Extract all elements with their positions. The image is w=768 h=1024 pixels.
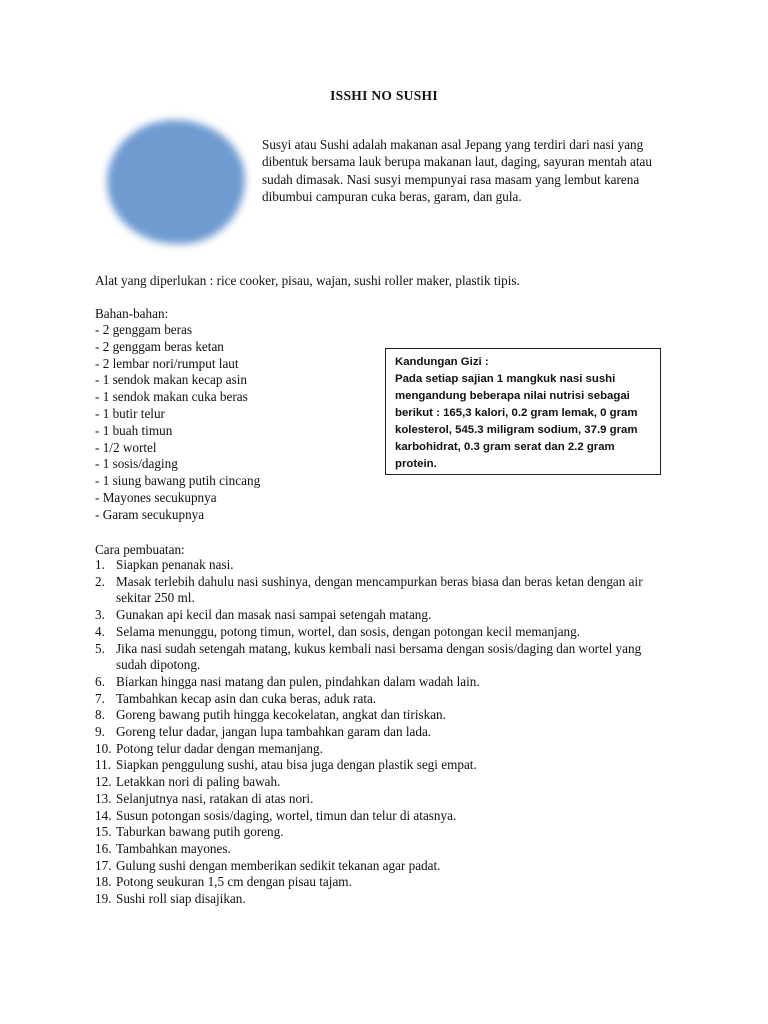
ingredients-title: Bahan-bahan: [95,306,169,321]
list-item [95,874,675,891]
list-item [95,607,675,624]
list-item: - 1 sendok makan kecap asin [95,372,247,388]
step-number: 2. [95,573,105,589]
nutrition-text: Pada setiap sajian 1 mangkuk nasi sushi mengandung beberapa nilai nutrisi sebagai berikut : 165,3 kalori, 0.2 gram lemak, 0 gram kolesterol, 545.3 miligram sodium, 37.9 gram karbohidrat, 0.3 gram serat dan 2.2 gram protein. [395,373,638,470]
step-text: Masak terlebih dahulu nasi sushinya, dengan mencampurkan beras biasa dan beras ketan dengan air sekitar 250 ml. [116,573,643,606]
step-number: 11. [95,757,111,773]
step-number: 13. [95,790,112,806]
list-item [95,707,675,724]
step-text: Potong telur dadar dengan memanjang. [116,740,323,756]
intro-paragraph: Susyi atau Sushi adalah makanan asal Jepang yang terdiri dari nasi yang dibentuk bersama lauk berupa makanan laut, daging, sayuran mentah atau sudah dimasak. Nasi susyi mempunyai rasa masam yang lembut karena dibumbui campuran cuka beras, garam, dan gula. [262,137,652,205]
list-item [95,891,675,908]
list-item [95,858,675,875]
document-title: ISSHI NO SUSHI [330,88,438,103]
list-item: - 2 lembar nori/rumput laut [95,355,239,371]
list-item: - 2 genggam beras ketan [95,338,224,354]
steps-title: Cara pembuatan: [95,542,185,557]
step-number: 7. [95,690,105,706]
step-number: 1. [95,557,105,572]
step-text: Siapkan penanak nasi. [116,557,234,572]
step-text: Tambahkan mayones. [116,840,231,856]
step-number: 3. [95,607,105,623]
list-item [95,674,675,691]
step-number: 6. [95,673,105,689]
step-text: Goreng bawang putih hingga kecokelatan, angkat dan tiriskan. [116,707,446,723]
step-number: 12. [95,774,112,790]
step-text: Selama menunggu, potong timun, wortel, dan sosis, dengan potongan kecil memanjang. [116,623,581,639]
step-text: Taburkan bawang putih goreng. [116,824,284,840]
steps-list [95,557,675,908]
step-text: Susun potongan sosis/daging, wortel, timun dan telur di atasnya. [116,807,457,823]
list-item: - 1 butir telur [95,405,165,421]
list-item [95,824,675,841]
list-item: - 1 sendok makan cuka beras [95,389,248,405]
list-item: - 1 siung bawang putih cincang [95,473,261,489]
step-text: Gulung sushi dengan memberikan sedikit tekanan agar padat. [116,857,441,873]
list-item [95,841,675,858]
list-item: - Mayones secukupnya [95,489,217,505]
step-number: 15. [95,824,112,840]
step-text: Selanjutnya nasi, ratakan di atas nori. [116,790,314,806]
step-text: Tambahkan kecap asin dan cuka beras, aduk rata. [116,690,377,706]
step-text: Letakkan nori di paling bawah. [116,774,281,790]
ingredients-list [95,322,260,524]
list-item [95,774,675,791]
list-item: - 1 sosis/daging [95,456,178,472]
list-item [95,691,675,708]
step-number: 18. [95,874,112,890]
step-text: Jika nasi sudah setengah matang, kukus kembali nasi bersama dengan sosis/daging dan wortel yang sudah dipotong. [116,640,642,673]
list-item: - 1 buah timun [95,422,173,438]
step-number: 10. [95,740,112,756]
step-number: 14. [95,807,112,823]
list-item [95,557,675,574]
step-number: 5. [95,640,105,656]
step-text: Biarkan hingga nasi matang dan pulen, pindahkan dalam wadah lain. [116,673,480,689]
list-item: - Garam secukupnya [95,506,205,522]
list-item [95,624,675,641]
list-item [95,757,675,774]
step-text: Gunakan api kecil dan masak nasi sampai setengah matang. [116,607,432,623]
step-number: 4. [95,623,105,639]
step-number: 9. [95,724,105,740]
list-item [95,791,675,808]
step-text: Siapkan penggulung sushi, atau bisa juga dengan plastik segi empat. [116,757,477,773]
list-item [95,724,675,741]
step-text: Goreng telur dadar, jangan lupa tambahkan garam dan lada. [116,724,432,740]
step-text: Potong seukuran 1,5 cm dengan pisau tajam. [116,874,352,890]
step-text: Sushi roll siap disajikan. [116,891,246,907]
tools-paragraph: Alat yang diperlukan : rice cooker, pisau, wajan, sushi roller maker, plastik tipis. [95,273,520,288]
list-item: - 1/2 wortel [95,439,157,455]
list-item [95,741,675,758]
list-item [95,574,675,607]
sushi-image-placeholder [107,120,245,244]
step-number: 8. [95,707,105,723]
nutrition-heading: Kandungan Gizi : [395,356,489,368]
list-item [95,641,675,674]
nutrition-info-box [385,348,661,475]
list-item: - 2 genggam beras [95,322,193,337]
step-number: 17. [95,857,112,873]
list-item [95,808,675,825]
step-number: 16. [95,840,112,856]
step-number: 19. [95,891,112,907]
